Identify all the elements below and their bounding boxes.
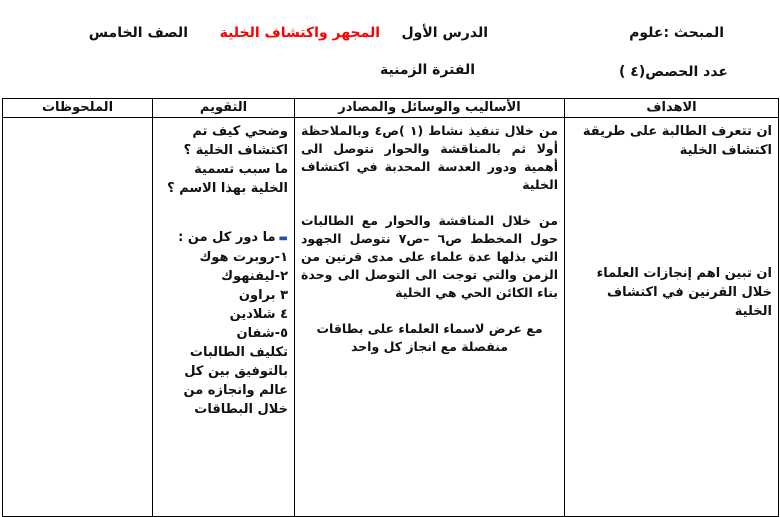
- table-header-row: [3, 99, 779, 118]
- method-3: مع عرض لاسماء العلماء على بطاقات منفصلة مع انجاز كل واحد: [316, 321, 543, 354]
- periods-label: عدد الحصص(٤ ): [619, 64, 728, 80]
- lesson-plan-table: [2, 98, 779, 517]
- column-header-notes: الملحوظات: [3, 99, 153, 118]
- evaluation-question-1: وضحي كيف تم اكتشاف الخلية ؟: [183, 124, 288, 158]
- evaluation-task: تكليف الطالبات بالتوفيق بين كل عالم وانجازه من خلال البطاقات: [183, 345, 288, 417]
- scientist-item: ٣ براون: [238, 288, 288, 303]
- bullet-icon: ▬: [278, 233, 288, 244]
- scientist-item: ١-روبرت هوك: [199, 250, 288, 265]
- method-2: من خلال المناقشة والحوار مع الطالبات حول المخطط ص٦ –ص٧ نتوصل الجهود التي بذلها عدة علماء على مدى قرنين من الزمن والتي توجت الى التوصل الى وحدة بناء الكائن الحي هي الخلية: [301, 213, 558, 300]
- time-period-label: الفترة الزمنية: [379, 62, 475, 78]
- objectives-cell: [565, 118, 779, 517]
- objective-2: ان تبين اهم إنجازات العلماء خلال القرنين في اكتشاف الخلية: [596, 266, 772, 319]
- scientist-item: ٢-ليفنهوك: [221, 269, 288, 284]
- lesson-title: المجهر واكتشاف الخلية: [219, 25, 380, 41]
- grade-label: الصف الخامس: [88, 25, 188, 41]
- column-header-objectives: الاهداف: [565, 99, 779, 118]
- subject-label: المبحث :علوم: [629, 25, 724, 41]
- role-prompt-line: [159, 228, 288, 248]
- column-header-evaluation: التقويم: [153, 99, 295, 118]
- role-prompt: ما دور كل من :: [178, 230, 276, 245]
- column-header-methods: الأساليب والوسائل والمصادر: [295, 99, 565, 118]
- notes-cell: [3, 118, 153, 517]
- scientist-item: ٥-شفان: [236, 326, 288, 341]
- evaluation-question-2: ما سبب تسمية الخلية بهذا الاسم ؟: [167, 162, 288, 196]
- method-1: من خلال تنفيذ نشاط (١ )ص٤ وبالملاحظة أولا ثم بالمناقشة والحوار نتوصل الى أهمية ودور العدسة المحدبة في اكتشاف الخلية: [301, 123, 558, 192]
- objective-1: ان تتعرف الطالبة على طريقة اكتشاف الخلية: [582, 124, 772, 158]
- methods-cell: [295, 118, 565, 517]
- table-row: [3, 118, 779, 517]
- lesson-label: الدرس الأول: [401, 25, 488, 41]
- scientist-item: ٤ شلادين: [229, 307, 288, 322]
- evaluation-cell: [153, 118, 295, 517]
